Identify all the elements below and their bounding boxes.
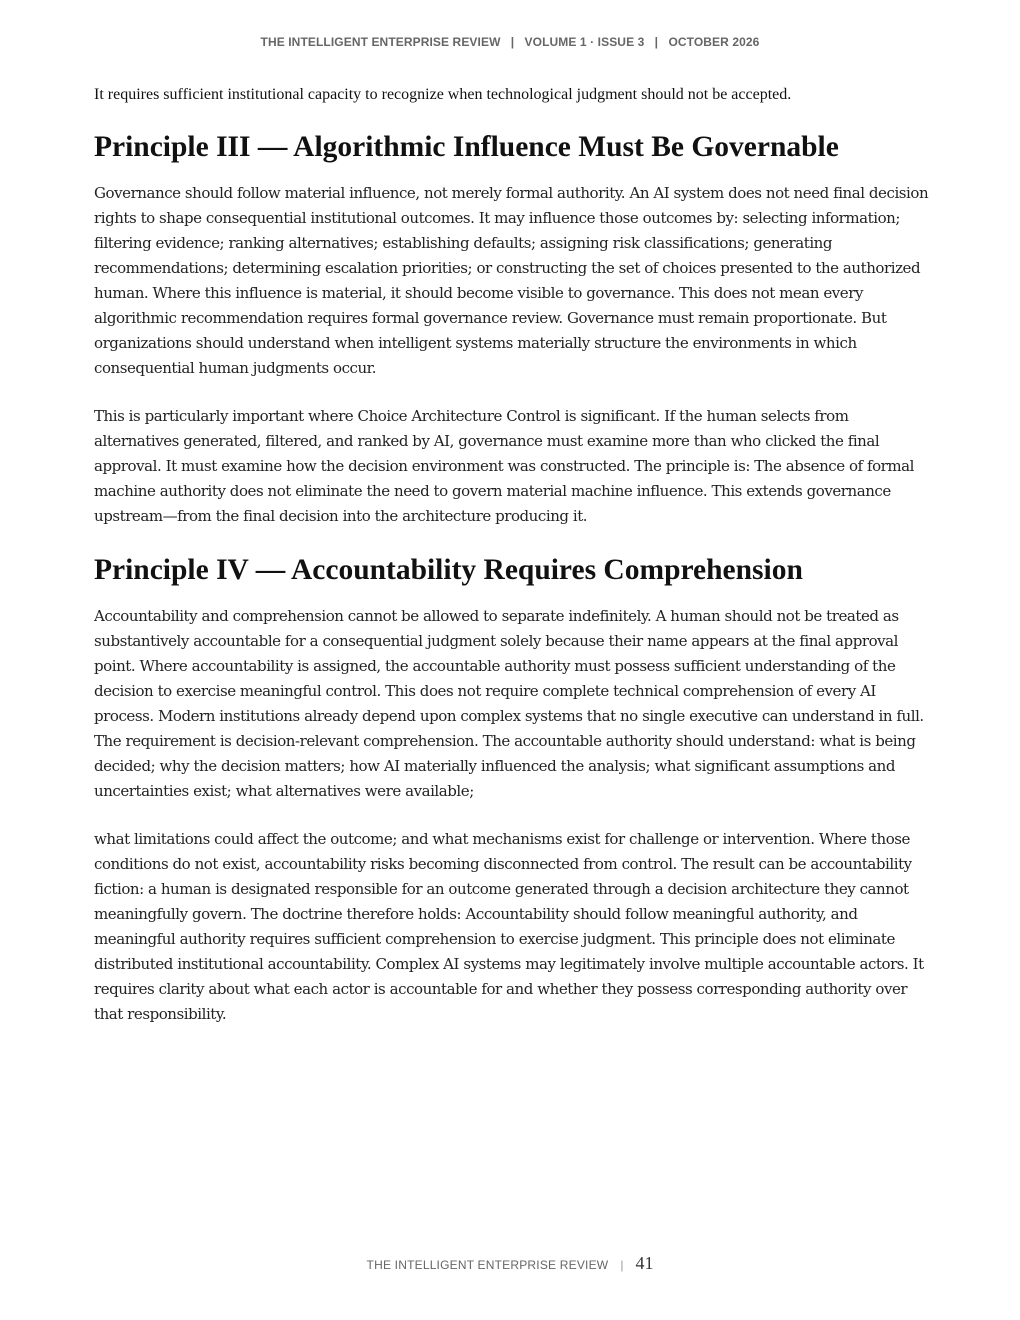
page-number: 41 bbox=[635, 1253, 654, 1273]
running-header: THE INTELLIGENT ENTERPRISE REVIEW | VOLUME 1 · ISSUE 3 | OCTOBER 2026 bbox=[260, 35, 760, 49]
page-footer bbox=[0, 1253, 1020, 1274]
body-paragraph: Accountability and comprehension cannot be allowed to separate indefinitely. A human should not be treated as substantively accountable for a consequential judgment solely because their name appears at the final approval point. Where accountability is assigned, the accountable authority must possess sufficient understanding of the decision to exercise meaningful control. This does not require complete technical comprehension of every AI process. Modern institutions already depend upon complex systems that no single executive can understand in full. The requirement is decision-relevant comprehension. The accountable authority should understand: what is being decided; why the decision matters; how AI materially influenced the analysis; what significant assumptions and uncertainties exist; what alternatives were available; bbox=[94, 607, 924, 800]
lead-line: It requires sufficient institutional capacity to recognize when technological judgment should not be accepted. bbox=[94, 86, 792, 103]
footer-separator: | bbox=[620, 1258, 624, 1272]
footer-publication: THE INTELLIGENT ENTERPRISE REVIEW bbox=[366, 1258, 609, 1272]
body-paragraph: what limitations could affect the outcome; and what mechanisms exist for challenge or intervention. Where those conditions do not exist, accountability risks becoming disconnected from control. The result can be accountability fiction: a human is designated responsible for an outcome generated through a decision architecture they cannot meaningfully govern. The doctrine therefore holds: Accountability should follow meaningful authority, and meaningful authority requires sufficient comprehension to exercise judgment. This principle does not eliminate distributed institutional accountability. Complex AI systems may legitimately involve multiple accountable actors. It requires clarity about what each actor is accountable for and whether they possess corresponding authority over that responsibility. bbox=[94, 830, 924, 1023]
article-body bbox=[94, 84, 930, 1050]
section-heading: Principle III — Algorithmic Influence Must Be Governable bbox=[94, 131, 839, 163]
body-paragraph: Governance should follow material influence, not merely formal authority. An AI system does not need final decision rights to shape consequential institutional outcomes. It may influence those outcomes by: selecting information; filtering evidence; ranking alternatives; establishing defaults; assigning risk classifications; generating recommendations; determining escalation priorities; or constructing the set of choices presented to the authorized human. Where this influence is material, it should become visible to governance. This does not mean every algorithmic recommendation requires formal governance review. Governance must remain proportionate. But organizations should understand when intelligent systems materially structure the environments in which consequential human judgments occur. bbox=[94, 184, 929, 377]
section-heading: Principle IV — Accountability Requires Comprehension bbox=[94, 554, 803, 586]
section-principle-iii bbox=[94, 129, 930, 529]
section-principle-iv bbox=[94, 552, 930, 1027]
body-paragraph: This is particularly important where Choice Architecture Control is significant. If the human selects from alternatives generated, filtered, and ranked by AI, governance must examine more than who clicked the final approval. It must examine how the decision environment was constructed. The principle is: The absence of formal machine authority does not eliminate the need to govern material machine influence. This extends governance upstream—from the final decision into the architecture producing it. bbox=[94, 407, 914, 525]
